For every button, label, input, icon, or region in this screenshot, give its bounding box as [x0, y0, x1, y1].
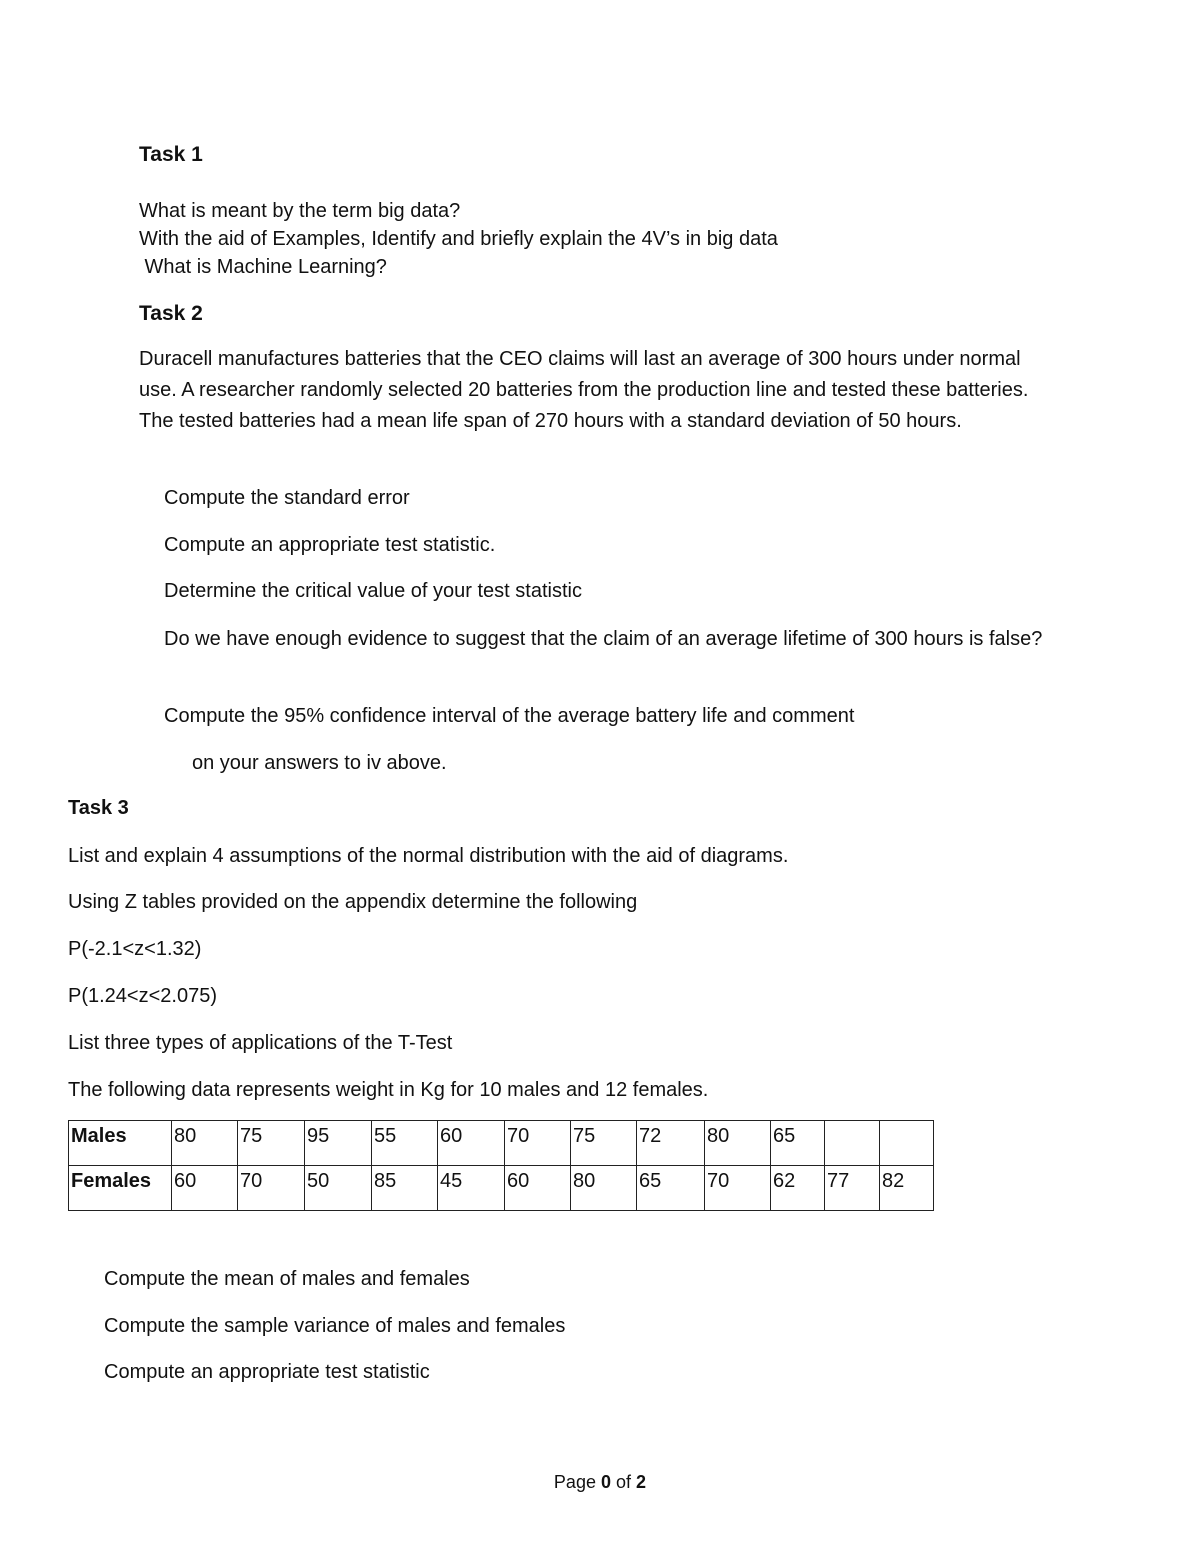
table-cell: 55 [372, 1121, 438, 1166]
task2-heading: Task 2 [139, 302, 203, 325]
task3-compute-mean: Compute the mean of males and females [104, 1268, 470, 1290]
task1-question-2: With the aid of Examples, Identify and briefly explain the 4V’s in big data [139, 228, 778, 250]
footer-page-number: 0 [600, 1472, 611, 1492]
table-cell: 80 [705, 1121, 771, 1166]
task3-line-assumptions: List and explain 4 assumptions of the normal distribution with the aid of diagrams. [68, 845, 789, 867]
table-cell: 70 [238, 1166, 305, 1211]
table-cell: 80 [571, 1166, 637, 1211]
table-cell: 70 [505, 1121, 571, 1166]
table-cell: 77 [825, 1166, 880, 1211]
table-cell: 62 [771, 1166, 825, 1211]
task1-question-3: What is Machine Learning? [139, 256, 387, 278]
task3-compute-test-statistic: Compute an appropriate test statistic [104, 1361, 430, 1383]
table-cell: 60 [438, 1121, 505, 1166]
task3-line-ttest: List three types of applications of the T-Test [68, 1032, 453, 1054]
task3-line-data-intro: The following data represents weight in Kg for 10 males and 12 females. [68, 1079, 709, 1101]
table-cell: 85 [372, 1166, 438, 1211]
task1-heading: Task 1 [139, 143, 203, 166]
task2-paragraph: Duracell manufactures batteries that the CEO claims will last an average of 300 hours under normal use. A researcher randomly selected 20 batteries from the production line and tested these batteries. The tested batteries had a mean life span of 270 hours with a standard deviation of 50 hours. [139, 348, 1029, 432]
page-footer [0, 1472, 1200, 1493]
task2-question-5: Compute the 95% confidence interval of the average battery life and comment [164, 705, 855, 727]
table-row-females [69, 1166, 934, 1211]
task3-heading: Task 3 [68, 797, 129, 819]
table-cell: 95 [305, 1121, 372, 1166]
table-cell: 50 [305, 1166, 372, 1211]
task2-question-1: Compute the standard error [164, 487, 410, 509]
table-cell [825, 1121, 880, 1166]
task2-question-2: Compute an appropriate test statistic. [164, 534, 496, 556]
table-cell: 60 [505, 1166, 571, 1211]
task2-question-3: Determine the critical value of your test statistic [164, 580, 582, 602]
table-cell: 60 [172, 1166, 238, 1211]
table-cell: 65 [637, 1166, 705, 1211]
footer-page-word: Page [553, 1472, 596, 1492]
footer-page-total: 2 [636, 1472, 647, 1492]
males-label-cell: Males [69, 1121, 172, 1166]
table-cell: 65 [771, 1121, 825, 1166]
table-cell: 75 [571, 1121, 637, 1166]
footer-of-word: of [616, 1472, 632, 1492]
table-cell: 75 [238, 1121, 305, 1166]
table-cell: 82 [880, 1166, 934, 1211]
weight-table [68, 1120, 934, 1211]
task2-question-4: Do we have enough evidence to suggest that the claim of an average lifetime of 300 hours is false? [164, 628, 1043, 650]
table-cell: 80 [172, 1121, 238, 1166]
table-cell: 45 [438, 1166, 505, 1211]
task3-compute-variance: Compute the sample variance of males and females [104, 1315, 566, 1337]
table-row-males [69, 1121, 934, 1166]
table-cell: 70 [705, 1166, 771, 1211]
table-cell [880, 1121, 934, 1166]
task3-line-ztables: Using Z tables provided on the appendix determine the following [68, 891, 638, 913]
females-label-cell: Females [69, 1166, 172, 1211]
task2-question-5-continued: on your answers to iv above. [192, 752, 447, 774]
task3-probability-2: P(1.24<z<2.075) [68, 985, 217, 1007]
task1-question-1: What is meant by the term big data? [139, 200, 461, 222]
table-cell: 72 [637, 1121, 705, 1166]
task3-probability-1: P(-2.1<z<1.32) [68, 938, 202, 960]
